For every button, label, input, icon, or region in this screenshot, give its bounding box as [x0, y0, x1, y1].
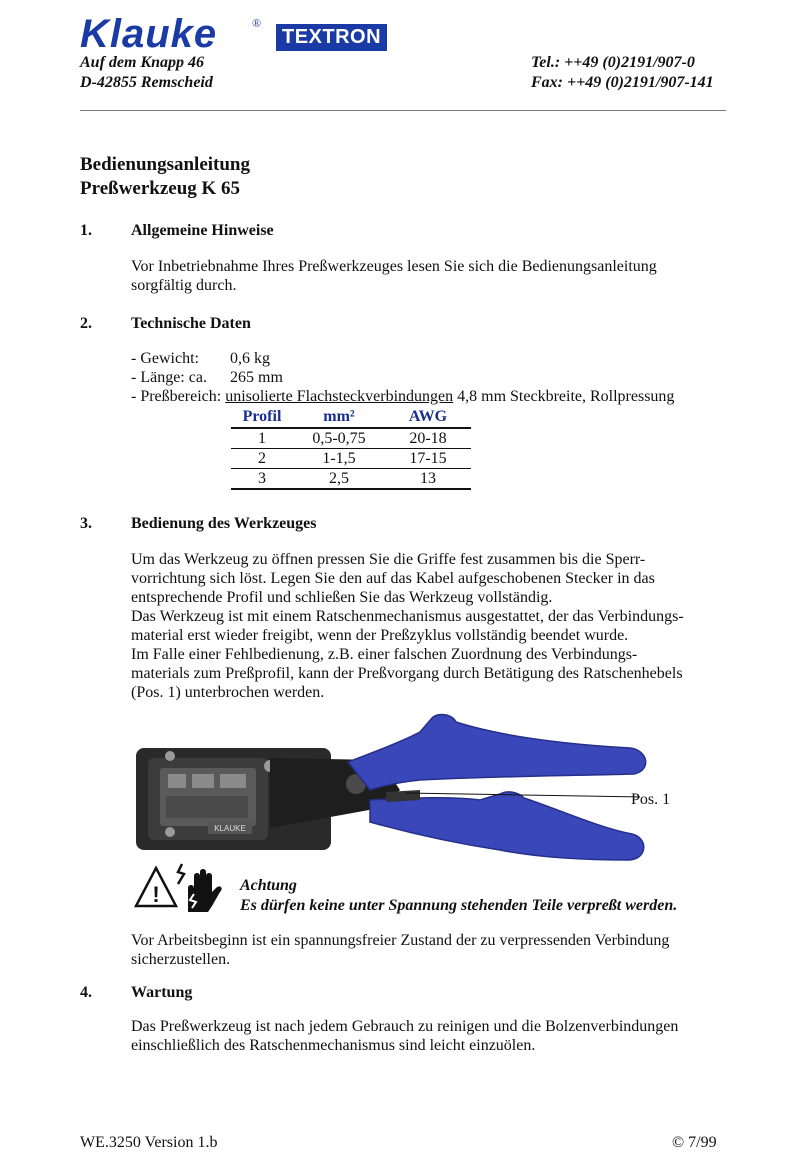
section-3-number: 3. [80, 515, 92, 532]
klauke-logo: Klauke [80, 12, 218, 56]
table-row [231, 428, 471, 449]
phone-number: Tel.: ++49 (0)2191/907-0 [531, 54, 695, 71]
section-2-number: 2. [80, 315, 92, 332]
warning-symbols [132, 862, 232, 914]
spec-label: - Länge: ca. [131, 369, 207, 386]
document-title: Bedienungsanleitung [80, 154, 250, 175]
address-line-2: D-42855 Remscheid [80, 74, 213, 91]
upper-handle [348, 715, 646, 790]
text-line: entsprechende Profil und schließen Sie das Werkzeug vollständig. [131, 589, 553, 606]
section-4-body [131, 1017, 678, 1055]
table-cell: 3 [231, 469, 293, 490]
header-logo [80, 12, 262, 56]
range-rest-text: 4,8 mm Steckbreite, Rollpressung [453, 388, 675, 405]
table-cell: 17-15 [385, 449, 471, 469]
text-line: Vor Arbeitsbeginn ist ein spannungsfreier Zustand der zu verpressenden Verbindung [131, 932, 670, 949]
text-line: Im Falle einer Fehlbedienung, z.B. einer falschen Zuordnung des Verbindungs- [131, 646, 638, 663]
section-1-body [131, 257, 657, 295]
text-line: Um das Werkzeug zu öffnen pressen Sie die Griffe fest zusammen bis die Sperr- [131, 551, 646, 568]
table-cell: 1 [231, 428, 293, 449]
bolt [165, 827, 175, 837]
header-divider [80, 110, 726, 111]
text-line: sorgfältig durch. [131, 277, 237, 294]
document-version: WE.3250 Version 1.b [80, 1134, 218, 1151]
die-profile-2 [192, 774, 214, 788]
crimping-tool-figure [120, 710, 680, 870]
die-profile-3 [220, 774, 246, 788]
spec-weight-value: 0,6 kg [230, 350, 270, 367]
section-4-title: Wartung [131, 984, 193, 1001]
section-1-number: 1. [80, 222, 92, 239]
text-line: materials zum Preßprofil, kann der Preßvorgang durch Betätigung des Ratschenhebels [131, 665, 683, 682]
brand-marking-text: KLAUKE [214, 824, 246, 833]
registered-mark: ® [252, 16, 262, 30]
section-3-note [131, 931, 669, 969]
table-cell: 0,5-0,75 [293, 428, 385, 449]
warning-text: Es dürfen keine unter Spannung stehenden Teile verpreßt werden. [240, 897, 678, 914]
position-1-label: Pos. 1 [631, 791, 671, 808]
spec-label: - Gewicht: [131, 350, 199, 367]
spec-weight [131, 349, 199, 368]
fax-number: Fax: ++49 (0)2191/907-141 [531, 74, 714, 91]
range-underlined-text: unisolierte Flachsteckverbindungen [225, 388, 454, 405]
table-cell: 13 [385, 469, 471, 490]
electric-hand-icon [178, 864, 222, 912]
spec-label: - Preßbereich: [131, 388, 222, 405]
table-header-profil: Profil [231, 407, 293, 428]
table-header-mm2: mm² [293, 407, 385, 428]
section-3-title: Bedienung des Werkzeuges [131, 515, 317, 532]
spec-length-value: 265 mm [230, 369, 283, 386]
table-row [231, 449, 471, 469]
section-2-title: Technische Daten [131, 315, 251, 332]
text-line: (Pos. 1) unterbrochen werden. [131, 684, 325, 701]
table-header-awg: AWG [385, 407, 471, 428]
table-cell: 1-1,5 [293, 449, 385, 469]
die-lower [166, 796, 248, 818]
table-cell: 2,5 [293, 469, 385, 490]
svg-text:!: ! [152, 882, 160, 907]
text-line: Das Preßwerkzeug ist nach jedem Gebrauch zu reinigen und die Bolzenverbindungen [131, 1018, 679, 1035]
copyright-date: © 7/99 [672, 1134, 717, 1151]
section-3-body [131, 550, 684, 702]
text-line: sicherzustellen. [131, 951, 231, 968]
spec-range [131, 387, 674, 406]
warning-triangle-icon [136, 868, 176, 907]
die-profile-1 [168, 774, 186, 788]
text-line: einschließlich des Ratschenmechanismus sind leicht einzuölen. [131, 1037, 536, 1054]
text-line: Vor Inbetriebnahme Ihres Preßwerkzeuges lesen Sie sich die Bedienungsanleitung [131, 258, 657, 275]
table-row [231, 469, 471, 490]
profile-table [231, 407, 471, 490]
bolt [165, 751, 175, 761]
table-cell: 20-18 [385, 428, 471, 449]
table-cell: 2 [231, 449, 293, 469]
section-4-number: 4. [80, 984, 92, 1001]
section-1-title: Allgemeine Hinweise [131, 222, 274, 239]
textron-logo: TEXTRON [276, 24, 387, 51]
text-line: Das Werkzeug ist mit einem Ratschenmechanismus ausgestattet, der das Verbindungs- [131, 608, 684, 625]
document-subtitle: Preßwerkzeug K 65 [80, 178, 241, 199]
lower-handle [370, 792, 644, 860]
text-line: material erst wieder freigibt, wenn der Preßzyklus vollständig beendet wurde. [131, 627, 629, 644]
text-line: vorrichtung sich löst. Legen Sie den auf das Kabel aufgeschobenen Stecker in das [131, 570, 655, 587]
address-line-1: Auf dem Knapp 46 [80, 54, 205, 71]
spec-length [131, 368, 207, 387]
warning-title: Achtung [240, 877, 297, 894]
ratchet-lever [386, 790, 420, 802]
